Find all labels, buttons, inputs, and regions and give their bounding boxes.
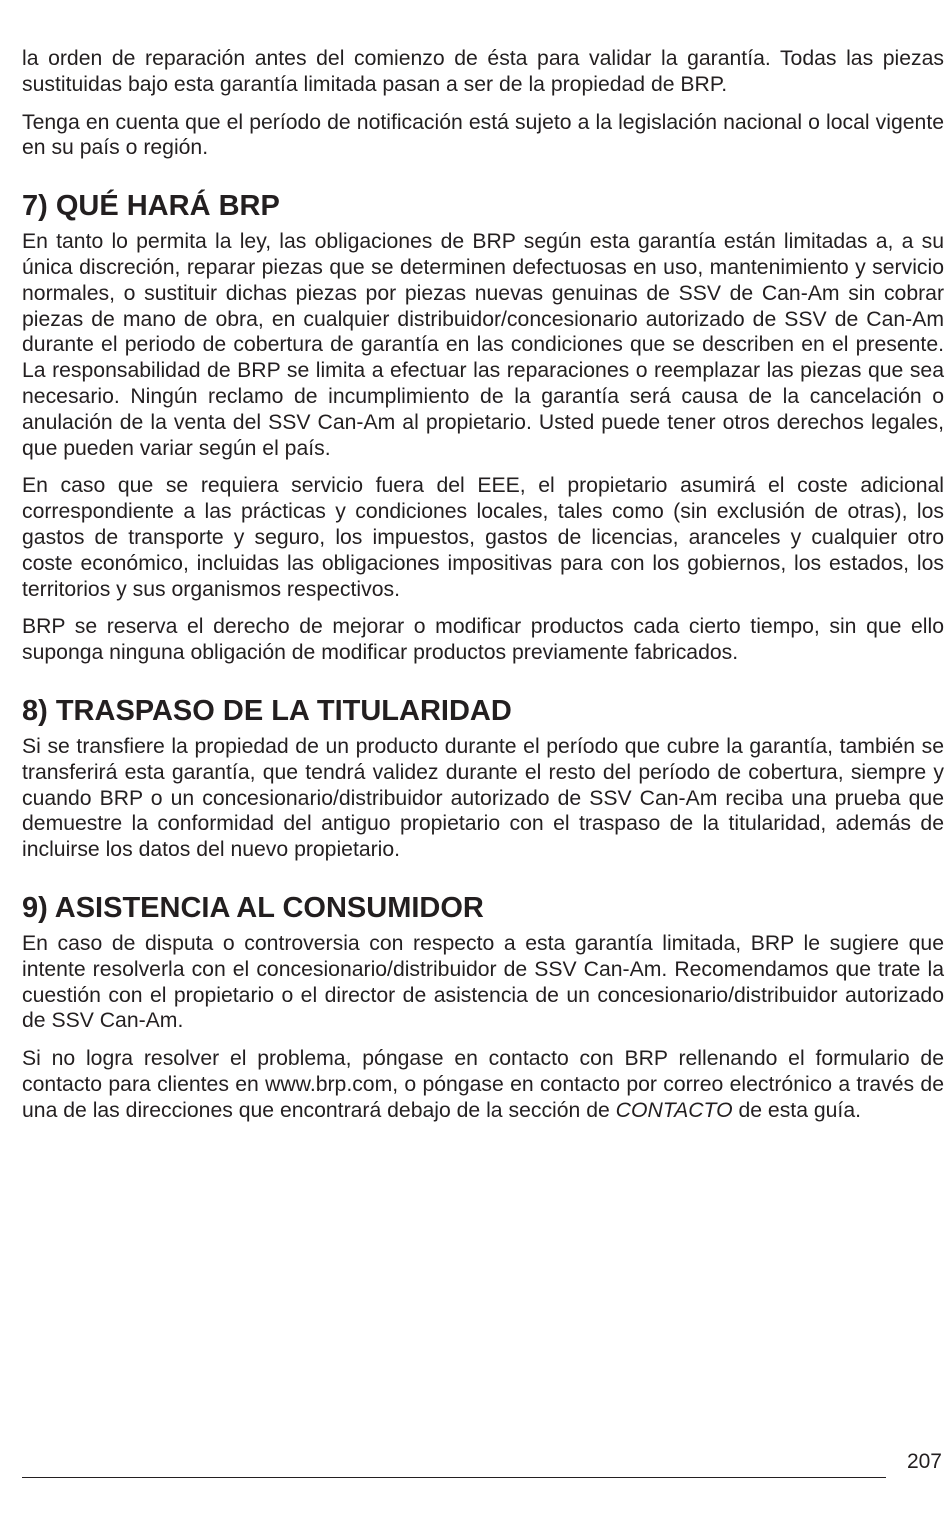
paragraph: Si se transfiere la propiedad de un producto durante el período que cubre la garantía, también se transferirá esta garantía, que tendrá validez durante el resto del período de cobertura, siempre y cuando BRP o un concesionario/distribuidor autorizado de SSV Can-Am reciba una prueba que demuestre la conformidad del antiguo propietario con el traspaso de la titularidad, además de incluirse los datos del nuevo propietario. bbox=[22, 734, 944, 862]
section-heading-8: 8) TRASPASO DE LA TITULARIDAD bbox=[22, 694, 512, 727]
section-heading-9: 9) ASISTENCIA AL CONSUMIDOR bbox=[22, 891, 484, 924]
paragraph: la orden de reparación antes del comienzo de ésta para validar la garantía. Todas las piezas sustituidas bajo esta garantía limitada pasan a ser de la propiedad de BRP. bbox=[22, 47, 944, 96]
document-body bbox=[22, 46, 944, 1136]
paragraph-text: de esta guía. bbox=[732, 1098, 861, 1122]
footer-rule bbox=[22, 1477, 886, 1478]
section-heading-7: 7) QUÉ HARÁ BRP bbox=[22, 190, 280, 223]
paragraph-text: Si no logra resolver el problema, póngase en contacto con BRP rellenando el formulario de contacto para clientes en www.brp.com, o póngase en contacto por correo electrónico a través de una de las direcciones que encontrará debajo de la sección de bbox=[22, 1047, 944, 1122]
paragraph: En tanto lo permita la ley, las obligaciones de BRP según esta garantía están limitadas a, a su única discreción, reparar piezas que se determinen defectuosas en uso, mantenimiento y servicio normales, o sustituir dichas piezas por piezas nuevas genuinas de SSV de Can-Am sin cobrar piezas de mano de obra, en cualquier distribuidor/concesionario autorizado de SSV de Can-Am durante el periodo de cobertura de garantía en las condiciones que se describen en el presente. La responsabilidad de BRP se limita a efectuar las reparaciones o reemplazar las piezas que sea necesario. Ningún reclamo de incumplimiento de la garantía será causa de la cancelación o anulación de la venta del SSV Can-Am al propietario. Usted puede tener otros derechos legales, que pueden variar según el país. bbox=[22, 230, 944, 460]
contact-emphasis: CONTACTO bbox=[615, 1098, 733, 1122]
paragraph: En caso de disputa o controversia con respecto a esta garantía limitada, BRP le sugiere que intente resolverla con el concesionario/distribuidor de SSV Can-Am. Recomendamos que trate la cuestión con el propietario o el director de asistencia de un concesionario/distribuidor autorizado de SSV Can-Am. bbox=[22, 931, 944, 1033]
page-number: 207 bbox=[906, 1450, 942, 1473]
paragraph bbox=[22, 1046, 944, 1123]
paragraph: Tenga en cuenta que el período de notificación está sujeto a la legislación nacional o local vigente en su país o región. bbox=[22, 110, 944, 160]
paragraph: BRP se reserva el derecho de mejorar o modificar productos cada cierto tiempo, sin que ello suponga ninguna obligación de modificar productos previamente fabricados. bbox=[22, 615, 944, 665]
paragraph: En caso que se requiera servicio fuera del EEE, el propietario asumirá el coste adicional correspondiente a las prácticas y condiciones locales, tales como (sin exclusión de otras), los gastos de transporte y seguro, los impuestos, gastos de licencias, aranceles y cualquier otro coste económico, incluidas las obligaciones impositivas para con los gobiernos, los estados, los territorios y sus organismos respectivos. bbox=[22, 474, 944, 601]
